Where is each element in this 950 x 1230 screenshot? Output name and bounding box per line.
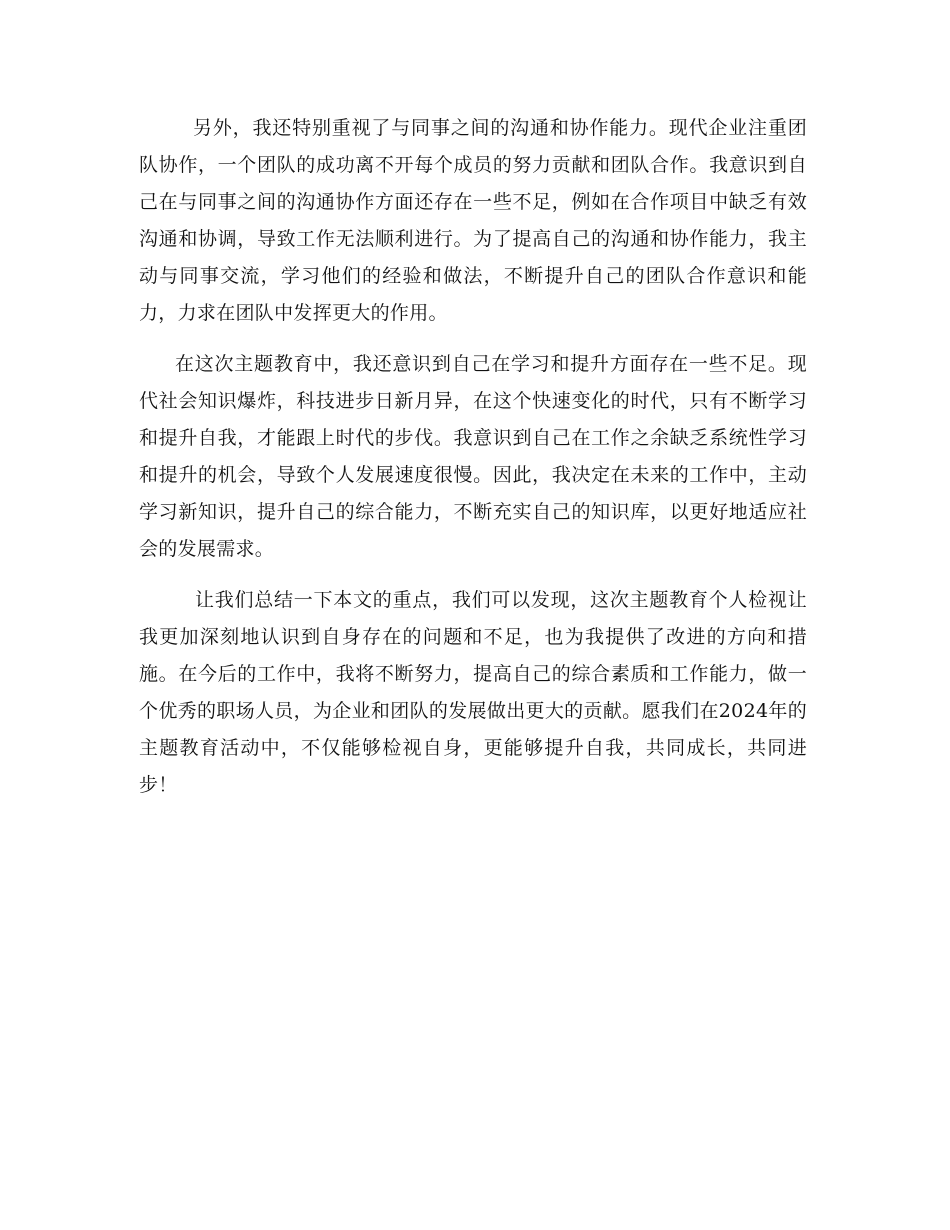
paragraph-learning: 在这次主题教育中，我还意识到自己在学习和提升方面存在一些不足。现代社会知识爆炸，科技进步日新月异，在这个快速变化的时代，只有不断学习和提升自我，才能跟上时代的步伐。我意识到自己在工作之余缺乏系统性学习和提升的机会，导致个人发展速度很慢。因此，我决定在未来的工作中，主动学习新知识，提升自己的综合能力，不断充实自己的知识库，以更好地适应社会的发展需求。 xyxy=(139,353,807,560)
paragraph-teamwork: 另外，我还特别重视了与同事之间的沟通和协作能力。现代企业注重团队协作，一个团队的成功离不开每个成员的努力贡献和团队合作。我意识到自己在与同事之间的沟通协作方面还存在一些不足，例如在合作项目中缺乏有效沟通和协调，导致工作无法顺利进行。为了提高自己的沟通和协作能力，我主动与同事交流，学习他们的经验和做法，不断提升自己的团队合作意识和能力，力求在团队中发挥更大的作用。 xyxy=(139,117,807,324)
paragraph-summary: 让我们总结一下本文的重点，我们可以发现，这次主题教育个人检视让我更加深刻地认识到自身存在的问题和不足，也为我提供了改进的方向和措施。在今后的工作中，我将不断努力，提高自己的综合素质和工作能力，做一个优秀的职场人员，为企业和团队的发展做出更大的贡献。愿我们在2024年的主题教育活动中，不仅能够检视自身，更能够提升自我，共同成长，共同进步！ xyxy=(139,589,807,796)
document-body xyxy=(139,110,807,804)
